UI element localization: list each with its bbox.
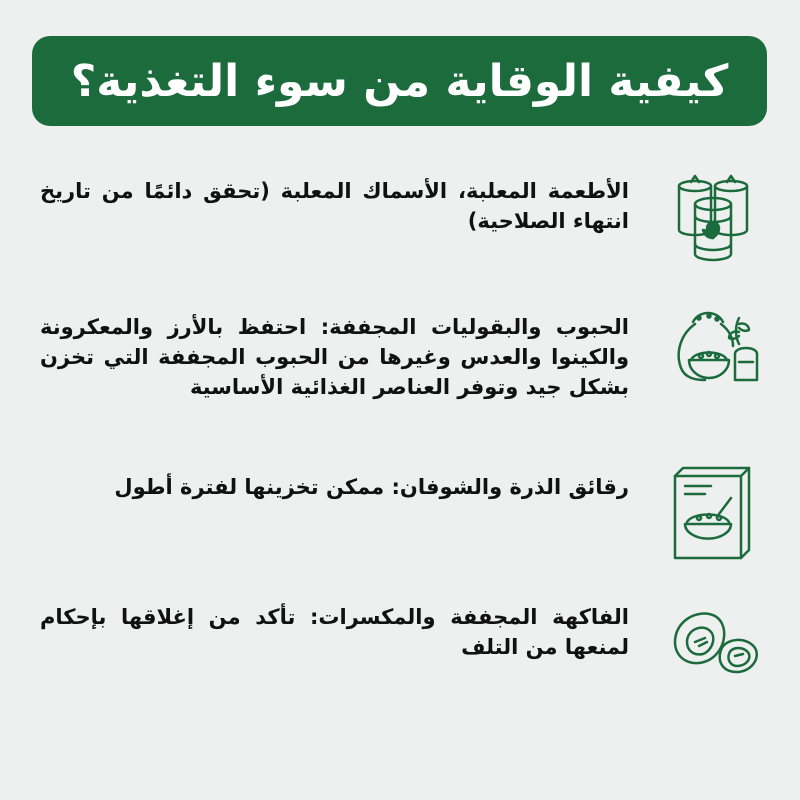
dried-fruit-icon bbox=[665, 592, 765, 692]
item-text: رقائق الذرة والشوفان: ممكن تخزينها لفترة أطول bbox=[114, 475, 629, 499]
list-item-canned-food bbox=[40, 168, 765, 268]
cereal-box-icon bbox=[665, 462, 765, 562]
page-title: كيفية الوقاية من سوء التغذية؟ bbox=[70, 55, 729, 107]
grains-sack-icon bbox=[665, 300, 765, 400]
item-text: الحبوب والبقوليات المجففة: احتفظ بالأرز والمعكرونة والكينوا والعدس وغيرها من الحبوب المجففة التي تخزن بشكل جيد وتوفر العناصر الغذائية الأساسية bbox=[40, 315, 629, 399]
canned-food-icon bbox=[665, 168, 765, 268]
list-item-grains bbox=[40, 300, 765, 402]
title-banner bbox=[32, 36, 767, 126]
list-item-dried-fruit bbox=[40, 592, 765, 692]
item-text: الفاكهة المجففة والمكسرات: تأكد من إغلاقها بإحكام لمنعها من التلف bbox=[40, 605, 629, 659]
list-item-cereal bbox=[40, 462, 765, 562]
item-text: الأطعمة المعلبة، الأسماك المعلبة (تحقق دائمًا من تاريخ انتهاء الصلاحية) bbox=[40, 179, 629, 233]
